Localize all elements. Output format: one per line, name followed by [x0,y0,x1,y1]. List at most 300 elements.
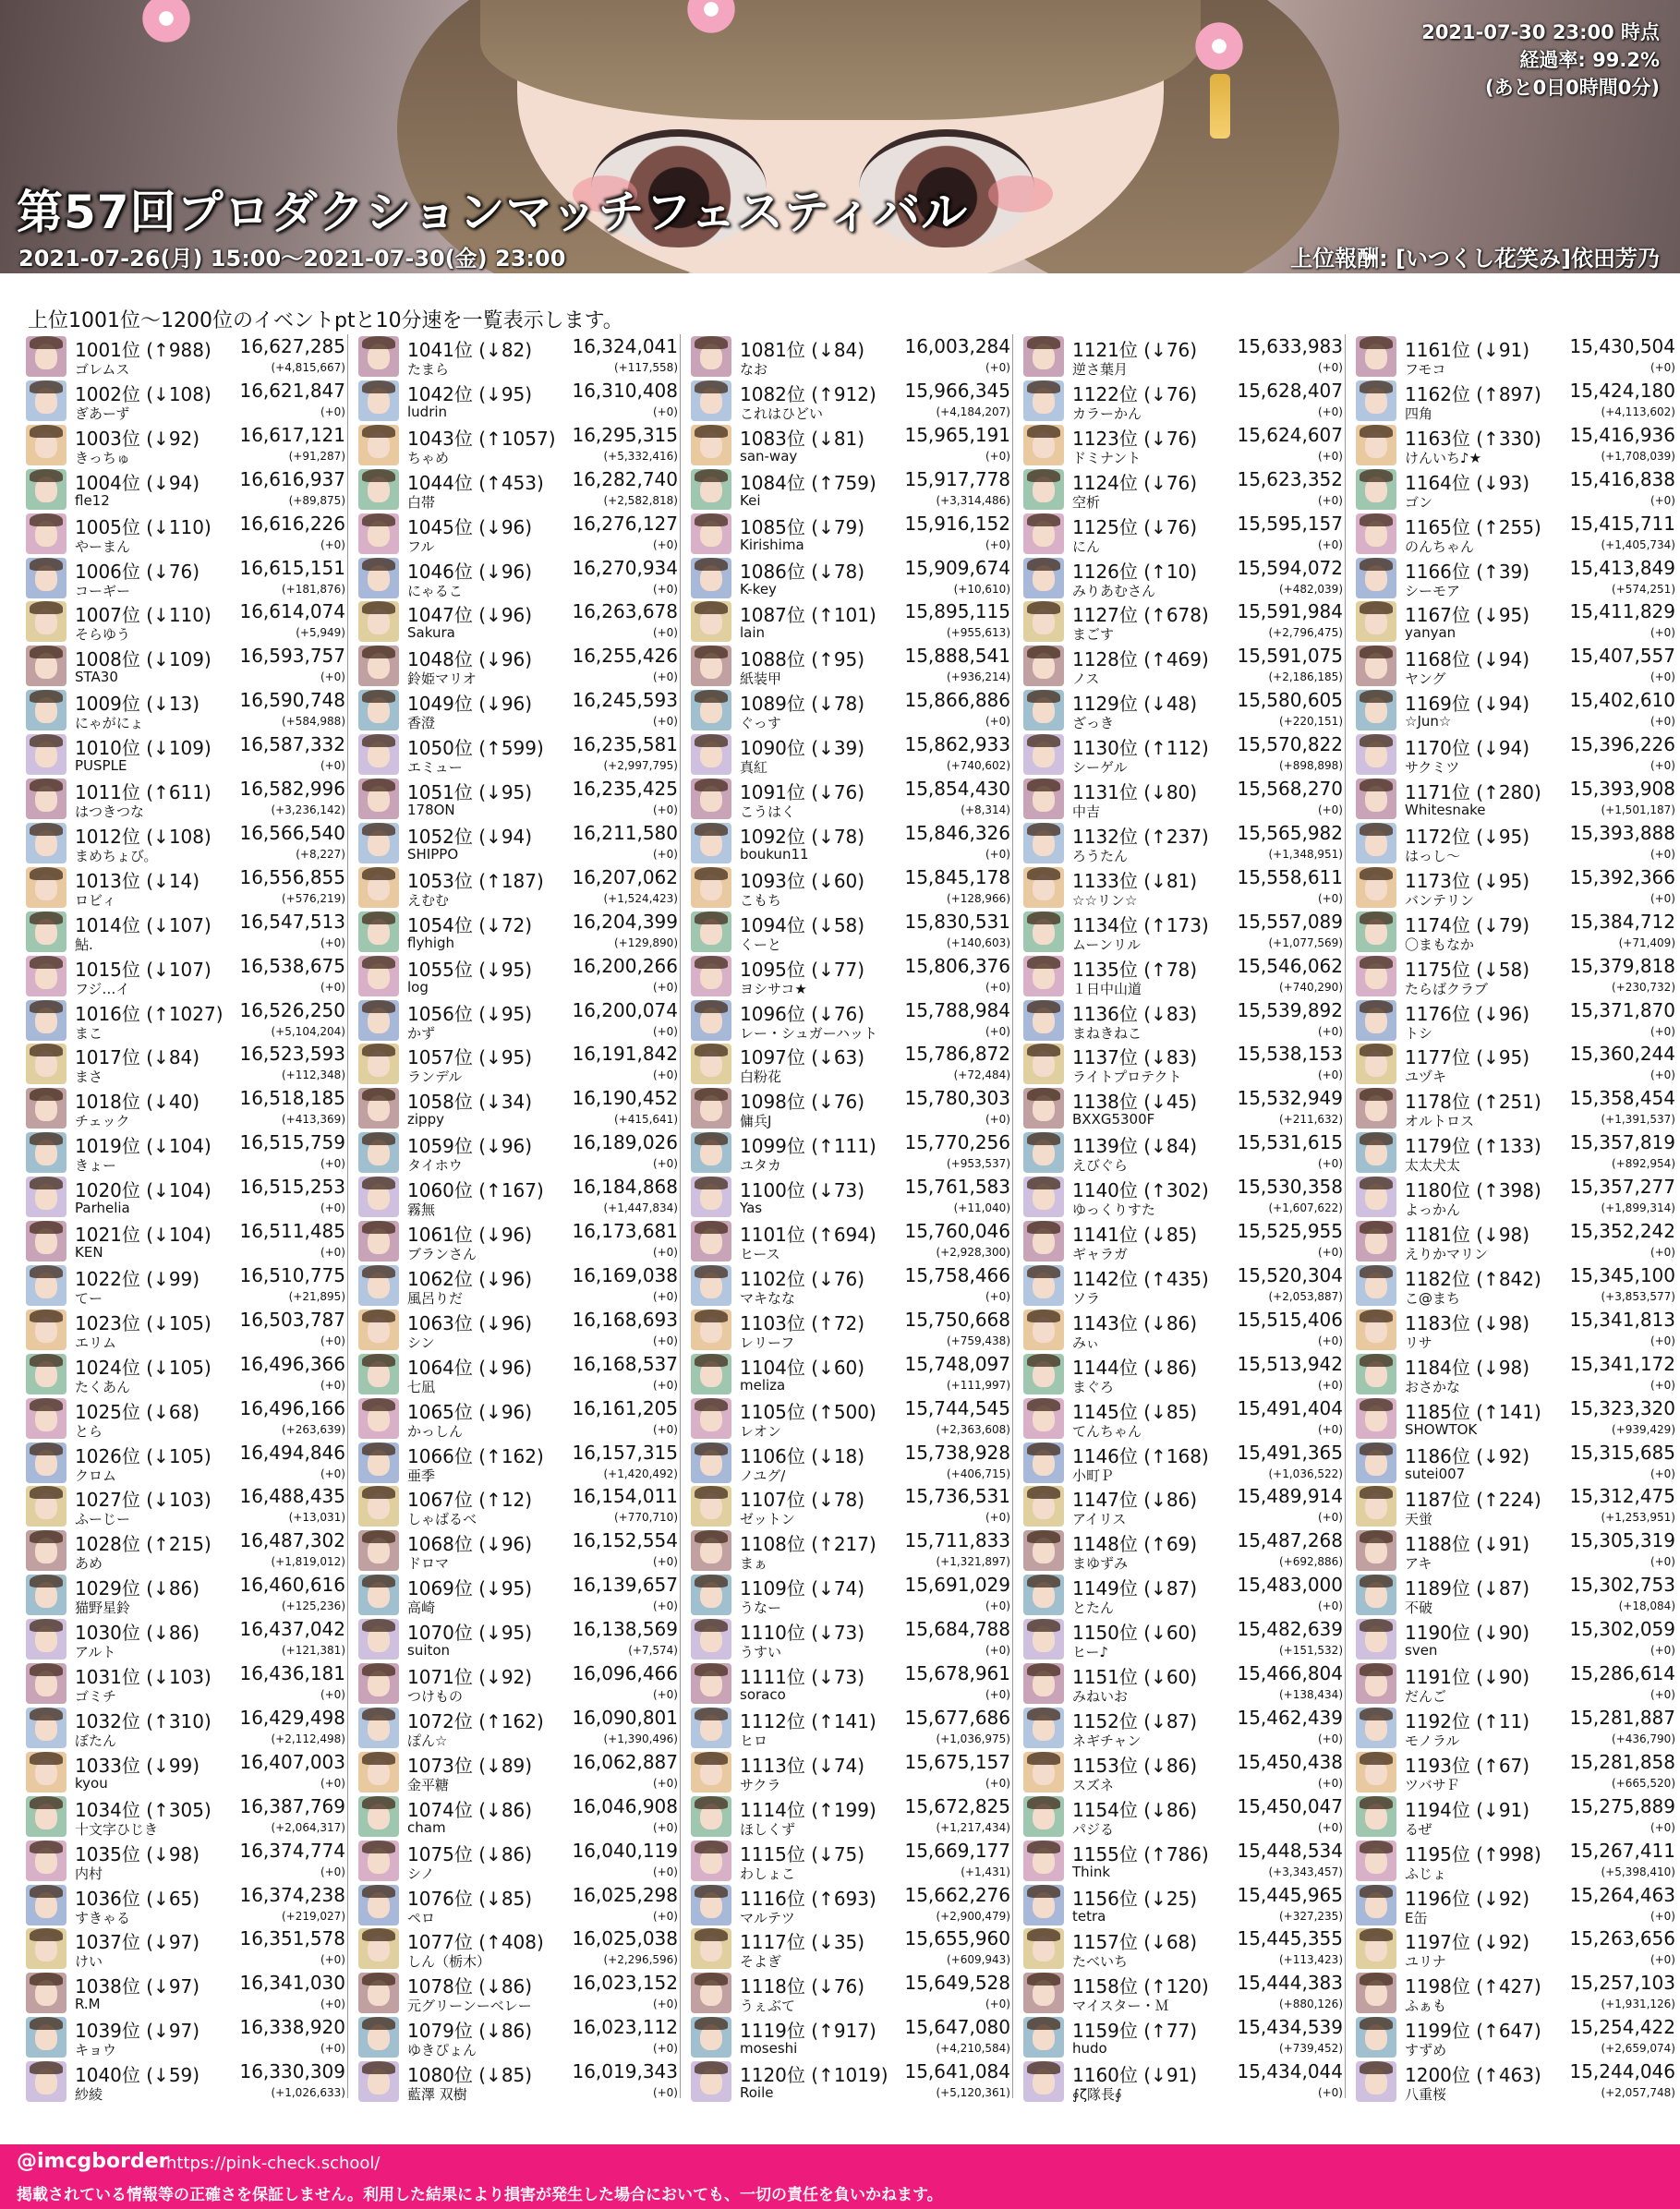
idol-avatar-icon [1356,1796,1396,1837]
idol-avatar-icon [358,1132,399,1173]
ranking-entry [358,777,678,821]
event-points: 15,323,320 [1569,1396,1675,1419]
ten-minute-speed: (+0) [652,803,678,816]
idol-avatar-icon [1356,1708,1396,1748]
rank-label: 1004位 (↓94) [75,471,200,494]
ten-minute-speed: (+0) [652,404,678,418]
idol-avatar-icon [26,734,66,775]
event-points: 16,025,038 [572,1927,678,1950]
event-points: 15,758,466 [904,1263,1010,1286]
ten-minute-speed: (+1,931,126) [1601,1998,1675,2011]
ranking-entry [26,512,345,556]
player-name: yanyan [1405,624,1456,642]
player-name: meliza [740,1376,786,1394]
event-points: 16,189,026 [572,1131,678,1154]
ranking-entry [1356,777,1675,821]
player-name: ぽん☆ [407,1732,448,1749]
ten-minute-speed: (+0) [1317,1599,1343,1613]
player-name: にゃるこ [407,582,463,599]
ten-minute-speed: (+0) [320,936,345,949]
event-points: 16,040,119 [572,1839,678,1862]
ten-minute-speed: (+89,875) [288,493,345,507]
rank-label: 1165位 (↑255) [1405,515,1541,538]
rank-label: 1091位 (↓76) [740,781,865,803]
player-name: Roile [740,2084,774,2102]
ranking-entry [1023,1661,1343,1706]
event-points: 16,023,112 [572,2016,678,2039]
player-name: やーまん [75,537,131,555]
player-name: 紗綾 [75,2086,103,2104]
ten-minute-speed: (+0) [985,1511,1010,1525]
player-name: STA30 [75,669,118,686]
ten-minute-speed: (+0) [320,537,345,551]
rank-label: 1186位 (↓92) [1405,1444,1530,1467]
rank-label: 1185位 (↑141) [1405,1400,1541,1423]
ten-minute-speed: (+1,708,039) [1601,449,1675,463]
ranking-entry [26,1839,345,1883]
event-points: 16,374,774 [239,1839,345,1862]
ranking-entry [691,1971,1010,2015]
ranking-entry [1356,1042,1675,1086]
idol-avatar-icon [1356,734,1396,775]
player-name: エリム [75,1334,117,1351]
ranking-entry [1356,2059,1675,2104]
player-name: ∮ζ隊長∮ [1072,2086,1122,2104]
rank-label: 1153位 (↓86) [1072,1754,1198,1777]
idol-avatar-icon [26,1000,66,1041]
idol-avatar-icon [1023,1132,1064,1173]
rank-label: 1019位 (↓104) [75,1135,212,1158]
rank-label: 1078位 (↓86) [407,1975,533,1998]
rank-label: 1012位 (↓108) [75,825,212,848]
ranking-column [358,334,678,2107]
rank-label: 1108位 (↑217) [740,1533,876,1556]
ranking-entry [1023,1883,1343,1927]
ranking-entry [691,423,1010,467]
twitter-handle[interactable]: @imcgborder [17,2150,169,2173]
event-points: 15,257,103 [1569,1972,1675,1995]
timestamp: 2021-07-30 23:00 時点 [1421,21,1660,43]
ranking-entry [358,1219,678,1263]
ten-minute-speed: (+0) [1317,1820,1343,1834]
ranking-entry [691,821,1010,865]
idol-avatar-icon [1023,956,1064,996]
ten-minute-speed: (+0) [652,847,678,861]
player-name: レー・シュガーハット [740,1024,877,1042]
ranking-entry [26,467,345,512]
event-points: 15,738,928 [904,1441,1010,1464]
idol-avatar-icon [1023,1000,1064,1041]
idol-avatar-icon [1023,1796,1064,1837]
ten-minute-speed: (+1,501,187) [1601,803,1675,816]
ten-minute-speed: (+13,031) [288,1511,345,1525]
event-points: 15,413,849 [1569,556,1675,579]
player-name: 四角 [1405,404,1433,422]
player-name: ヒー♪ [1072,1644,1108,1661]
player-name: 空析 [1072,493,1101,511]
player-name: ヤング [1405,670,1446,688]
rank-label: 1051位 (↓95) [407,781,533,803]
event-points: 15,760,046 [904,1220,1010,1242]
idol-avatar-icon [1356,601,1396,642]
ranking-entry [691,910,1010,954]
player-name: はつきつな [75,803,145,820]
rank-label: 1101位 (↑694) [740,1224,876,1246]
idol-avatar-icon [1356,956,1396,996]
idol-avatar-icon [26,425,66,465]
idol-avatar-icon [26,1841,66,1881]
idol-avatar-icon [1356,1663,1396,1704]
event-points: 16,090,801 [572,1706,678,1729]
ten-minute-speed: (+4,210,584) [936,2042,1010,2056]
ten-minute-speed: (+0) [320,1246,345,1259]
idol-avatar-icon [691,911,731,952]
idol-avatar-icon [1356,1442,1396,1483]
ranking-entry [1023,1484,1343,1528]
player-name: みねいお [1072,1688,1129,1705]
player-name: てー [75,1289,103,1307]
player-name: わしょこ [740,1865,796,1882]
idol-avatar-icon [691,779,731,819]
idol-avatar-icon [358,558,399,598]
rank-label: 1029位 (↓86) [75,1577,200,1600]
player-name: まごす [1072,626,1115,644]
player-name: 鮎. [75,936,93,953]
idol-avatar-icon [691,1177,731,1217]
ranking-entry [358,1086,678,1130]
rank-label: 1093位 (↓60) [740,869,865,892]
idol-avatar-icon [1356,1575,1396,1615]
ten-minute-speed: (+739,452) [1278,2042,1343,2056]
idol-avatar-icon [358,2017,399,2058]
ranking-entry [1356,1750,1675,1794]
rank-label: 1169位 (↓94) [1405,693,1530,716]
rank-label: 1159位 (↑77) [1072,2020,1198,2043]
player-name: レオン [740,1422,782,1440]
idol-avatar-icon [691,1928,731,1969]
event-points: 15,357,277 [1569,1176,1675,1199]
event-points: 15,770,256 [904,1131,1010,1154]
player-name: soraco [740,1686,786,1703]
ten-minute-speed: (+0) [652,1024,678,1038]
idol-avatar-icon [1023,823,1064,863]
ranking-entry [1023,1750,1343,1794]
event-points: 15,254,422 [1569,2016,1675,2039]
player-name: フモコ [1405,361,1446,378]
event-points: 16,437,042 [239,1618,345,1641]
ten-minute-speed: (+0) [320,1378,345,1392]
event-points: 15,916,152 [904,512,1010,535]
player-name: まねきねこ [1072,1024,1142,1042]
rank-label: 1028位 (↑215) [75,1533,212,1556]
idol-avatar-icon [26,601,66,642]
ranking-entry [1356,1484,1675,1528]
ranking-entry [358,1263,678,1308]
player-name: PUSPLE [75,757,127,775]
ranking-entry [1023,1441,1343,1485]
ten-minute-speed: (+0) [652,1688,678,1701]
event-points: 15,672,825 [904,1794,1010,1817]
ranking-entry [1356,1528,1675,1573]
idol-avatar-icon [1023,646,1064,686]
ranking-entry [358,1794,678,1839]
rank-label: 1018位 (↓40) [75,1091,200,1114]
ten-minute-speed: (+953,537) [946,1157,1010,1171]
idol-avatar-icon [26,1177,66,1217]
ten-minute-speed: (+0) [1317,404,1343,418]
ten-minute-speed: (+0) [652,715,678,729]
rank-label: 1045位 (↓96) [407,515,533,538]
ten-minute-speed: (+1,447,834) [603,1201,678,1215]
rank-label: 1039位 (↓97) [75,2020,200,2043]
idol-avatar-icon [691,1132,731,1173]
idol-avatar-icon [1023,1530,1064,1571]
idol-avatar-icon [26,1442,66,1483]
ten-minute-speed: (+211,632) [1278,1113,1343,1127]
rank-label: 1173位 (↓95) [1405,869,1530,892]
event-points: 15,532,949 [1237,1087,1343,1110]
rank-label: 1064位 (↓96) [407,1356,533,1379]
ranking-entry [26,1528,345,1573]
ranking-entry [1356,334,1675,379]
player-name: けい [75,1953,103,1971]
ten-minute-speed: (+436,790) [1611,1732,1675,1745]
rank-label: 1182位 (↑842) [1405,1267,1541,1290]
player-name: こうはく [740,803,796,820]
event-points: 15,444,383 [1237,1972,1343,1995]
idol-avatar-icon [691,1663,731,1704]
ten-minute-speed: (+1,026,633) [271,2086,345,2100]
rank-label: 1048位 (↓96) [407,648,533,671]
idol-avatar-icon [1356,1177,1396,1217]
rank-label: 1137位 (↓83) [1072,1046,1198,1069]
idol-avatar-icon [358,1841,399,1881]
event-points: 15,302,059 [1569,1618,1675,1641]
rank-label: 1151位 (↓60) [1072,1666,1198,1688]
event-points: 15,315,685 [1569,1441,1675,1464]
ten-minute-speed: (+0) [1317,891,1343,905]
idol-avatar-icon [1023,1752,1064,1793]
ten-minute-speed: (+0) [652,1865,678,1878]
player-name: みりあむさん [1072,582,1156,599]
ten-minute-speed: (+880,126) [1278,1998,1343,2011]
event-points: 15,624,607 [1237,423,1343,446]
player-name: Yas [740,1200,763,1217]
ranking-entry [1356,998,1675,1043]
ranking-entry [691,1042,1010,1086]
player-name: オルトロス [1405,1113,1475,1130]
player-name: sven [1405,1642,1438,1660]
event-points: 16,590,748 [239,689,345,712]
rank-label: 1098位 (↓76) [740,1091,865,1114]
rank-label: 1122位 (↓76) [1072,382,1198,405]
ranking-entry [691,644,1010,688]
ranking-entry [1023,423,1343,467]
ten-minute-speed: (+0) [320,1998,345,2011]
ten-minute-speed: (+0) [985,980,1010,994]
event-points: 16,511,485 [239,1220,345,1242]
event-points: 15,520,304 [1237,1263,1343,1286]
site-link[interactable]: https://pink-check.school/ [166,2154,381,2173]
rank-label: 1022位 (↓99) [75,1267,200,1290]
idol-avatar-icon [1356,1619,1396,1660]
ten-minute-speed: (+3,853,577) [1601,1289,1675,1303]
ranking-entry [1023,644,1343,688]
ranking-entry [1356,1396,1675,1441]
ten-minute-speed: (+0) [652,1068,678,1082]
event-points: 15,371,870 [1569,998,1675,1021]
event-points: 15,352,242 [1569,1220,1675,1242]
player-name: 紙装甲 [740,670,782,688]
player-name: kyou [75,1774,108,1792]
ten-minute-speed: (+0) [985,537,1010,551]
ranking-entry [26,1042,345,1086]
idol-avatar-icon [691,1708,731,1748]
event-points: 15,515,406 [1237,1308,1343,1331]
player-name: シノ [407,1865,435,1882]
rank-label: 1133位 (↓81) [1072,869,1198,892]
event-points: 16,161,205 [572,1396,678,1419]
event-points: 15,416,838 [1569,467,1675,490]
rank-label: 1102位 (↓76) [740,1267,865,1290]
rank-label: 1046位 (↓96) [407,560,533,583]
rank-label: 1070位 (↓95) [407,1622,533,1645]
ranking-entry [358,556,678,600]
event-points: 16,587,332 [239,733,345,756]
event-points: 16,157,315 [572,1441,678,1464]
event-points: 16,582,996 [239,778,345,800]
idol-avatar-icon [1023,1221,1064,1261]
rank-label: 1178位 (↑251) [1405,1091,1541,1114]
idol-avatar-icon [358,690,399,730]
ranking-entry [1023,1396,1343,1441]
event-points: 15,489,914 [1237,1485,1343,1508]
rank-label: 1148位 (↑69) [1072,1533,1198,1556]
time-remaining: (あと0日0時間0分) [1484,77,1660,99]
ten-minute-speed: (+138,434) [1278,1688,1343,1701]
ten-minute-speed: (+0) [652,1820,678,1834]
idol-avatar-icon [26,1530,66,1571]
player-name: 七凪 [407,1378,436,1395]
rank-label: 1192位 (↑11) [1405,1709,1530,1732]
idol-avatar-icon [691,867,731,908]
ranking-entry [691,865,1010,910]
rank-label: 1097位 (↓63) [740,1046,865,1069]
ranking-entry [1023,599,1343,644]
event-points: 15,466,804 [1237,1662,1343,1684]
idol-avatar-icon [358,380,399,421]
rank-label: 1075位 (↓86) [407,1842,533,1865]
event-points: 16,154,011 [572,1485,678,1508]
idol-avatar-icon [1356,1752,1396,1793]
ranking-entry [26,1352,345,1396]
rank-label: 1196位 (↓92) [1405,1887,1530,1910]
event-points: 15,491,365 [1237,1441,1343,1464]
rank-label: 1063位 (↓96) [407,1311,533,1334]
idol-avatar-icon [1356,1088,1396,1129]
idol-avatar-icon [358,779,399,819]
ranking-entry [1023,1042,1343,1086]
idol-avatar-icon [358,513,399,554]
ranking-entry [691,467,1010,512]
player-name: 猫野星鈴 [75,1599,131,1617]
event-points: 15,538,153 [1237,1043,1343,1066]
ranking-entry [26,1661,345,1706]
ranking-entry [1356,954,1675,998]
event-points: 15,360,244 [1569,1043,1675,1066]
player-name: みぃ [1072,1334,1100,1351]
rank-label: 1195位 (↑998) [1405,1842,1541,1865]
idol-avatar-icon [691,1398,731,1439]
player-name: ユヅキ [1405,1068,1447,1086]
ten-minute-speed: (+327,235) [1278,1909,1343,1923]
ten-minute-speed: (+121,381) [281,1644,345,1658]
ten-minute-speed: (+8,314) [961,803,1010,816]
ranking-entry [26,1750,345,1794]
event-points: 16,341,030 [239,1972,345,1995]
event-points: 16,593,757 [239,645,345,668]
player-name: えむむ [407,891,450,909]
idol-avatar-icon [358,469,399,510]
rank-label: 1092位 (↓78) [740,825,865,848]
ranking-entry [358,2059,678,2104]
event-points: 15,341,172 [1569,1352,1675,1375]
ranking-entry [358,334,678,379]
event-points: 15,546,062 [1237,954,1343,977]
rank-label: 1038位 (↓97) [75,1975,200,1998]
player-name: うすい [740,1644,782,1661]
event-points: 15,531,615 [1237,1131,1343,1154]
rank-label: 1120位 (↑1019) [740,2064,888,2087]
event-points: 15,628,407 [1237,379,1343,402]
rank-label: 1170位 (↓94) [1405,737,1530,760]
idol-avatar-icon [358,1663,399,1704]
ten-minute-speed: (+5,332,416) [603,449,678,463]
idol-avatar-icon [1023,690,1064,730]
ten-minute-speed: (+2,796,475) [1268,626,1343,640]
idol-avatar-icon [26,1088,66,1129]
player-name: くーと [740,936,782,953]
ranking-entry [26,334,345,379]
event-points: 15,482,639 [1237,1618,1343,1641]
player-name: レリーフ [740,1334,795,1351]
ten-minute-speed: (+1,420,492) [603,1467,678,1480]
idol-avatar-icon [358,601,399,642]
ten-minute-speed: (+1,321,897) [936,1555,1010,1569]
ranking-entry [358,1308,678,1352]
rank-label: 1123位 (↓76) [1072,427,1198,450]
idol-avatar-icon [358,1000,399,1041]
player-name: ムーンリル [1072,936,1141,953]
event-points: 16,152,554 [572,1529,678,1552]
event-points: 15,416,936 [1569,423,1675,446]
player-name: アルト [75,1644,116,1661]
idol-avatar-icon [691,2017,731,2058]
ranking-entry [358,1528,678,1573]
event-points: 15,558,611 [1237,865,1343,888]
ten-minute-speed: (+0) [652,2086,678,2100]
rank-label: 1166位 (↑39) [1405,560,1530,583]
rank-label: 1084位 (↑759) [740,471,876,494]
player-name: まこ [75,1024,103,1042]
player-name: かっしん [407,1422,464,1440]
player-name: zippy [407,1111,444,1129]
ranking-entry [691,1484,1010,1528]
rank-label: 1143位 (↓86) [1072,1311,1198,1334]
ten-minute-speed: (+0) [652,1378,678,1392]
ten-minute-speed: (+0) [320,2042,345,2056]
player-name: ソラ [1072,1289,1101,1307]
